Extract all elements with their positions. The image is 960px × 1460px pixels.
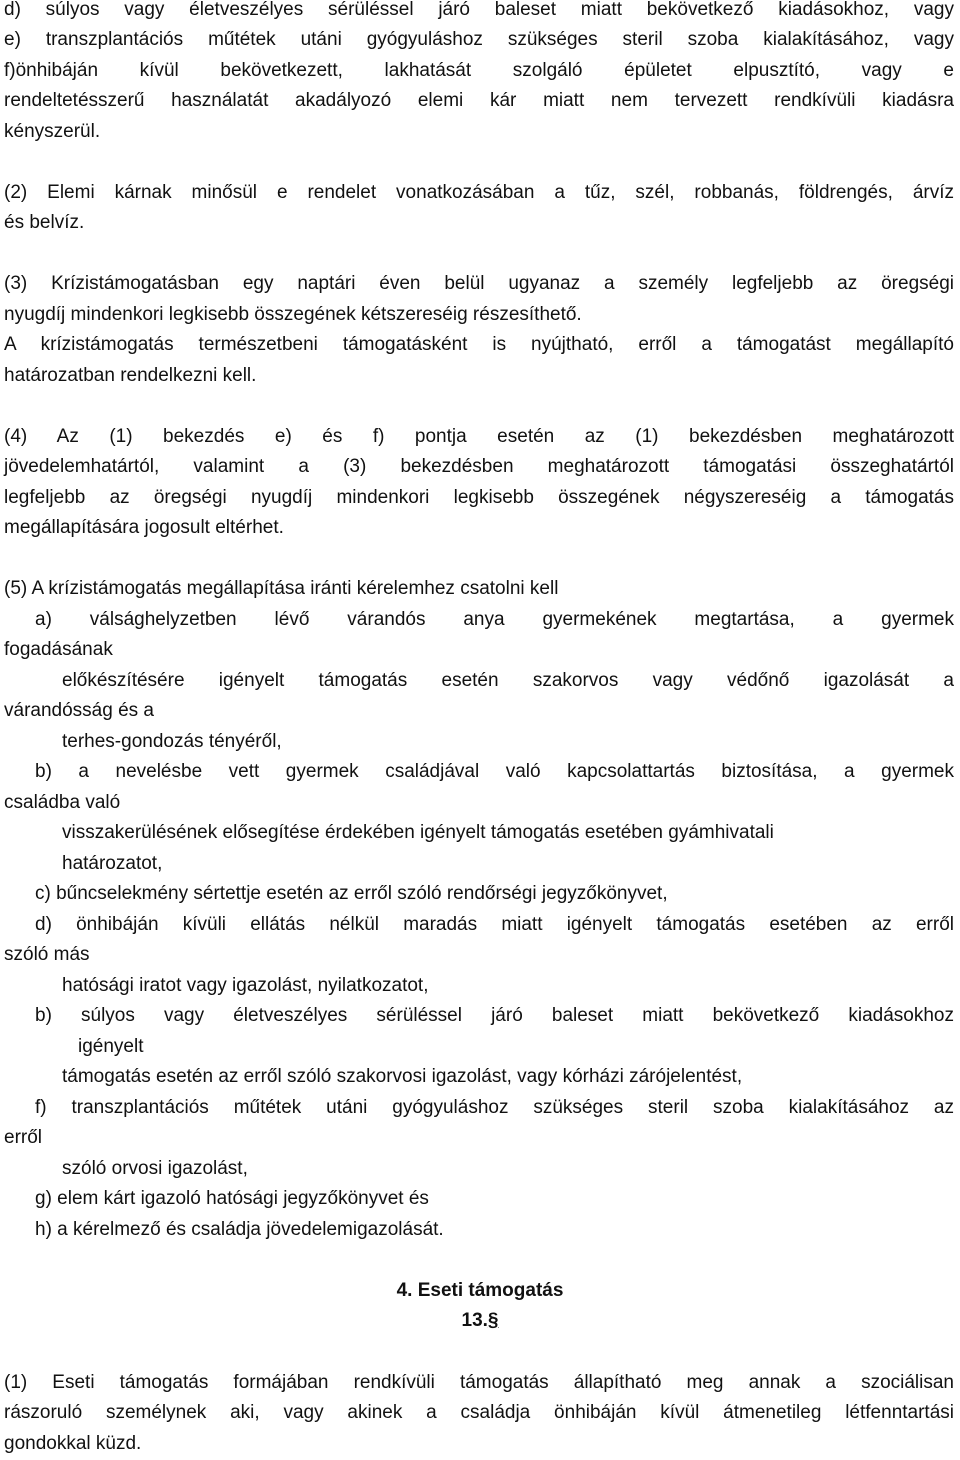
text-line: rászoruló személynek aki, vagy akinek a családja önhibáján kívül átmenetileg létfenntartási [4, 1402, 954, 1423]
text-line: támogatás esetén az erről szóló szakorvosi igazolást, vagy kórházi zárójelentést, [62, 1066, 743, 1087]
text-line: fogadásának [4, 639, 113, 660]
text-line: várandósság és a [4, 700, 154, 721]
text-line: f)önhibáján kívül bekövetkezett, lakhatását szolgáló épületet elpusztító, vagy e [4, 60, 954, 81]
text-line: határozatban rendelkezni kell. [4, 365, 257, 386]
text-line: visszakerülésének elősegítése érdekében igényelt támogatás esetében gyámhivatali [62, 822, 774, 843]
chapter-heading: 4. Eseti támogatás [396, 1280, 564, 1301]
text-line: e) transzplantációs műtétek utáni gyógyuláshoz szükséges steril szoba kialakításához, vagy [4, 29, 954, 50]
text-line: rendeltetésszerű használatát akadályozó elemi kár miatt nem tervezett rendkívüli kiadásra [4, 90, 954, 111]
section-number: 13. [461, 1310, 488, 1331]
text-line: d) súlyos vagy életveszélyes sérüléssel járó baleset miatt bekövetkező kiadásokhoz, vagy [4, 0, 954, 20]
text-line: terhes-gondozás tényéről, [62, 731, 282, 752]
text-line: erről [4, 1127, 43, 1148]
text-line: (1) Eseti támogatás formájában rendkívüli támogatás állapítható meg annak a szociálisan [4, 1372, 954, 1393]
text-line: f) transzplantációs műtétek utáni gyógyuláshoz szükséges steril szoba kialakításához az [35, 1097, 954, 1118]
text-line: nyugdíj mindenkori legkisebb összegének kétszereséig részesíthető. [4, 304, 582, 325]
text-line: és belvíz. [4, 212, 85, 233]
text-line: A krízistámogatás természetbeni támogatásként is nyújtható, erről a támogatást megállapító [4, 334, 954, 355]
text-line: d) önhibáján kívüli ellátás nélkül maradás miatt igényelt támogatás esetében az erről [35, 914, 954, 935]
text-line: kényszerül. [4, 121, 101, 142]
text-line: b) a nevelésbe vett gyermek családjával való kapcsolattartás biztosítása, a gyermek [35, 761, 954, 782]
text-line: (5) A krízistámogatás megállapítása iránti kérelemhez csatolni kell [4, 578, 559, 599]
section-heading [0, 1306, 960, 1336]
text-line: (3) Krízistámogatásban egy naptári éven belül ugyanaz a személy legfeljebb az öregségi [4, 273, 954, 294]
text-line: gondokkal küzd. [4, 1433, 142, 1454]
section-mark: § [487, 1310, 499, 1331]
text-line: legfeljebb az öregségi nyugdíj mindenkori legkisebb összegének négyszereséig a támogatás [4, 487, 954, 508]
text-line: jövedelemhatártól, valamint a (3) bekezdésben meghatározott támogatási összeghatártól [4, 456, 954, 477]
text-line: szóló más [4, 944, 90, 965]
text-line: előkészítésére igényelt támogatás esetén szakorvos vagy védőnő igazolását a [62, 670, 954, 691]
text-line: h) a kérelmező és családja jövedelemigazolását. [35, 1219, 444, 1240]
text-line: a) válsághelyzetben lévő várandós anya gyermekének megtartása, a gyermek [35, 609, 954, 630]
text-line: szóló orvosi igazolást, [62, 1158, 248, 1179]
text-line: (2) Elemi kárnak minősül e rendelet vonatkozásában a tűz, szél, robbanás, földrengés, árvíz [4, 182, 954, 203]
text-line: b) súlyos vagy életveszélyes sérüléssel járó baleset miatt bekövetkező kiadásokhoz [35, 1005, 954, 1026]
text-line: (4) Az (1) bekezdés e) és f) pontja esetén az (1) bekezdésben meghatározott [4, 426, 954, 447]
text-line: családba való [4, 792, 121, 813]
text-line: igényelt [78, 1036, 144, 1057]
text-line: határozatot, [62, 853, 163, 874]
text-line: megállapítására jogosult eltérhet. [4, 517, 284, 538]
text-line: g) elem kárt igazoló hatósági jegyzőkönyvet és [35, 1188, 429, 1209]
text-line: hatósági iratot vagy igazolást, nyilatkozatot, [62, 975, 429, 996]
text-line: c) bűncselekmény sértettje esetén az erről szóló rendőrségi jegyzőkönyvet, [35, 883, 668, 904]
